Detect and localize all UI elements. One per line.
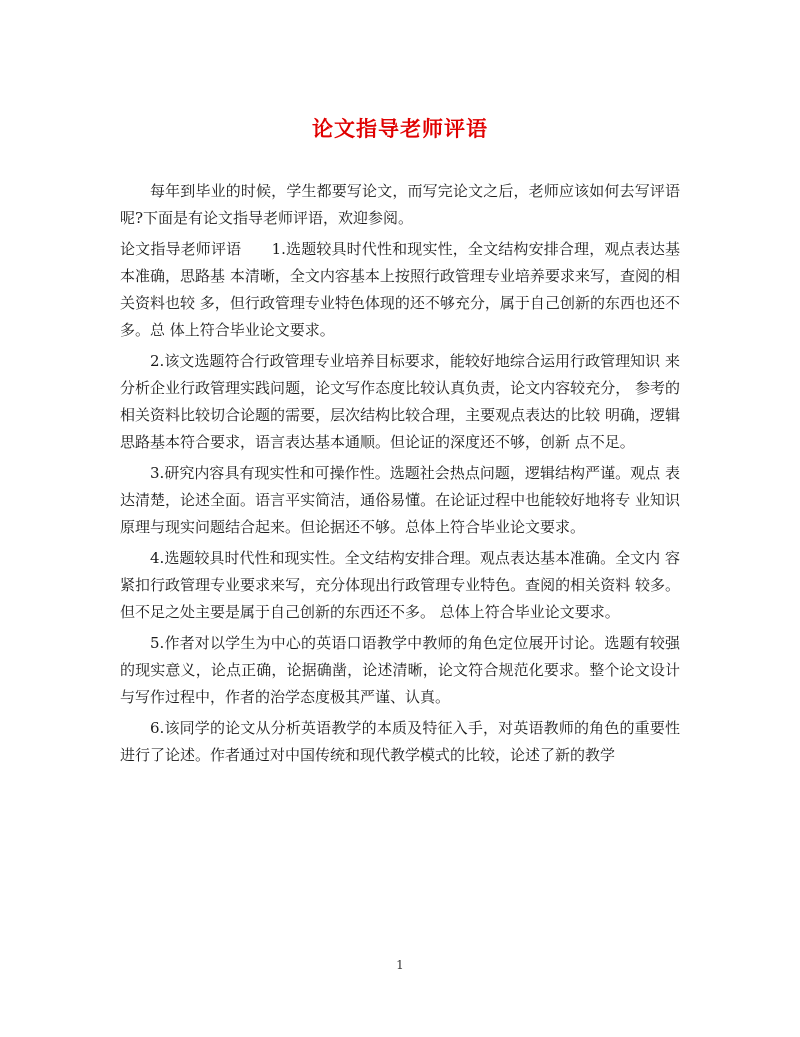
paragraph-comment-4: 4.选题较具时代性和现实性。全文结构安排合理。观点表达基本准确。全文内 容紧扣行政管理专业要求来写，充分体现出行政管理专业特色。查阅的相关资料 较多。 但不足之处主要是属于自己创新的东西还不多。 总体上符合毕业论文要求。 <box>120 549 680 621</box>
paragraph-comment-3: 3.研究内容具有现实性和可操作性。选题社会热点问题，逻辑结构严谨。观点 表达清楚，论述全面。语言平实简洁，通俗易懂。在论证过程中也能较好地将专 业知识原理与现实问题结合起来。但论据还不够。总体上符合毕业论文要求。 <box>120 464 680 536</box>
paragraph-comment-6: 6.该同学的论文从分析英语教学的本质及特征入手，对英语教师的角色的重要性进行了论述。作者通过对中国传统和现代教学模式的比较，论述了新的教学 <box>120 719 680 764</box>
paragraph-comment-2: 2.该文选题符合行政管理专业培养目标要求，能较好地综合运用行政管理知识 来分析企业行政管理实践问题，论文写作态度比较认真负责，论文内容较充分， 参考的相关资料比较切合论题的需要，层次结构比较合理，主要观点表达的比较 明确，逻辑思路基本符合要求，语言表达基本通顺。但论证的深度还不够，创新 点不足。 <box>120 352 680 451</box>
paragraph-intro: 每年到毕业的时候，学生都要写论文，而写完论文之后，老师应该如何去写评语呢?下面是有论文指导老师评语，欢迎参阅。 <box>120 182 680 227</box>
page-number: 1 <box>396 958 404 972</box>
document-body <box>120 178 680 773</box>
document-title: 论文指导老师评语 <box>312 116 488 141</box>
paragraph-comment-1: 论文指导老师评语 1.选题较具时代性和现实性，全文结构安排合理，观点表达基本准确，思路基 本清晰，全文内容基本上按照行政管理专业培养要求来写，查阅的相关资料也较 多，但行政管理专业特色体现的还不够充分，属于自己创新的东西也还不多。总 体上符合毕业论文要求。 <box>120 240 680 339</box>
paragraph-comment-5: 5.作者对以学生为中心的英语口语教学中教师的角色定位展开讨论。选题有较强的现实意义，论点正确，论据确凿，论述清晰，论文符合规范化要求。整个论文设计与写作过程中，作者的治学态度极其严谨、认真。 <box>120 634 680 706</box>
